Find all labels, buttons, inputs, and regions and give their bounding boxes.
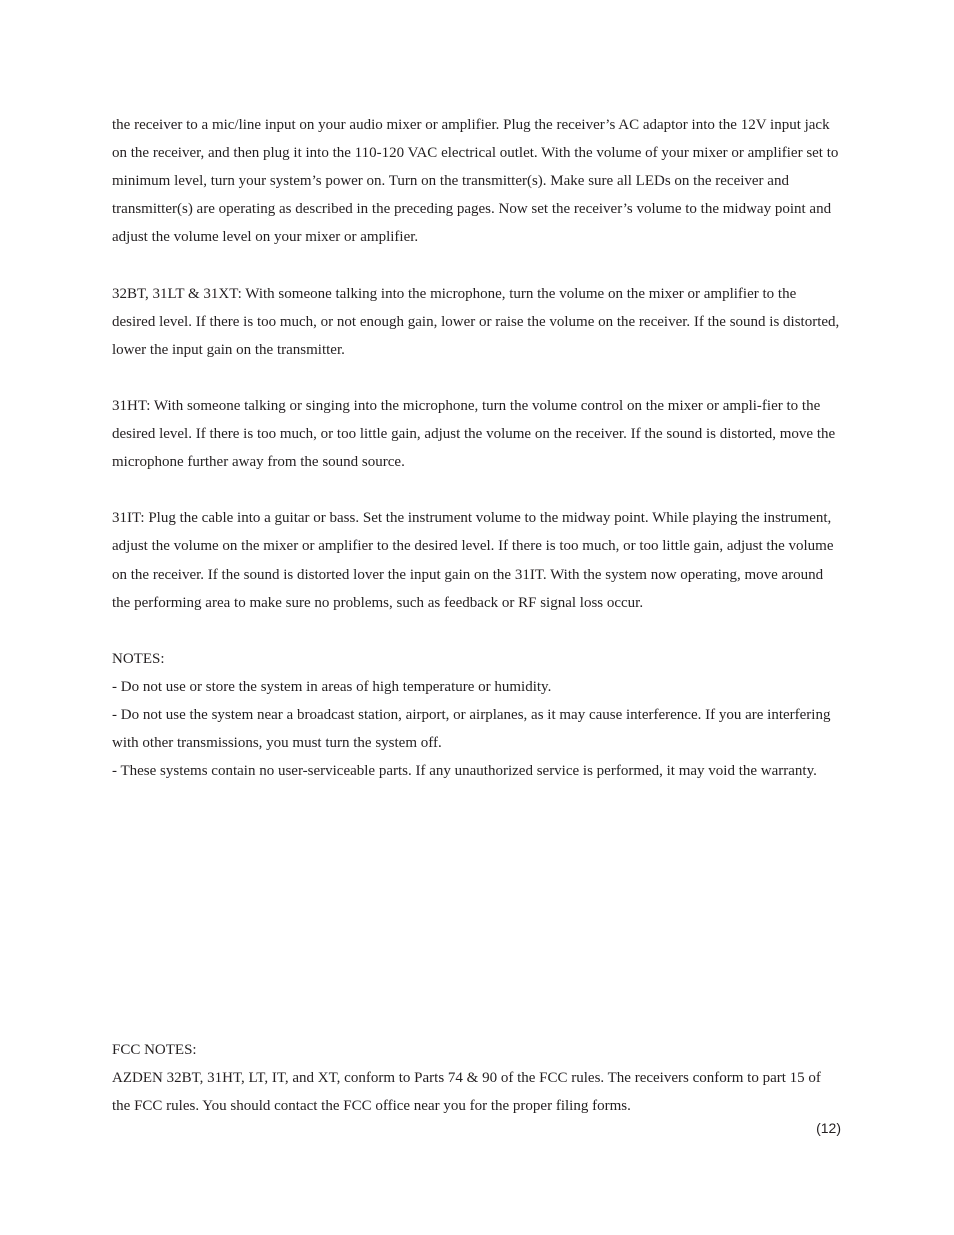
note-item-interference: - Do not use the system near a broadcast station, airport, or airplanes, as it may cause interference. If you are interfering with other transmissions, you must turn the system off. [112,706,831,752]
note-item-warranty: - These systems contain no user-serviceable parts. If any unauthorized service is performed, it may void the warranty. [112,763,817,780]
paragraph-31it: 31IT: Plug the cable into a guitar or bass. Set the instrument volume to the midway point. While playing the instrument, adjust the volume on the mixer or amplifier to the desired level. If there is too much, or too little gain, adjust the volume on the receiver. If the sound is distorted lover the input gain on the 31IT. With the system now operating, move around the performing area to make sure no problems, such as feedback or RF signal loss occur. [112,510,834,611]
page-number: (12) [816,1120,841,1136]
notes-heading: NOTES: [112,650,165,667]
fcc-notes-text: AZDEN 32BT, 31HT, LT, IT, and XT, conform to Parts 74 & 90 of the FCC rules. The receivers conform to part 15 of the FCC rules. You should contact the FCC office near you for the proper filing forms. [112,1070,821,1115]
paragraph-31ht: 31HT: With someone talking or singing into the microphone, turn the volume control on the mixer or ampli-fier to the desired level. If there is too much, or too little gain, adjust the volume on the receiver. If the sound is distorted, move the microphone further away from the sound source. [112,397,836,471]
note-item-temperature: - Do not use or store the system in areas of high temperature or humidity. [112,678,552,695]
notes-section [112,645,840,785]
fcc-notes-section [112,1036,840,1120]
setup-paragraph: the receiver to a mic/line input on your audio mixer or amplifier. Plug the receiver’s AC adaptor into the 12V input jack on the receiver, and then plug it into the 110-120 VAC electrical outlet. With the volume of your mixer or amplifier set to minimum level, turn your system’s power on. Turn on the transmitter(s). Make sure all LEDs on the receiver and transmitter(s) are operating as described in the preceding pages. Now set the receiver’s volume to the midway point and adjust the volume level on your mixer or amplifier. [112,117,839,246]
paragraph-32bt-31lt-31xt: 32BT, 31LT & 31XT: With someone talking into the microphone, turn the volume on the mixer or amplifier to the desired level. If there is too much, or not enough gain, lower or raise the volume on the receiver. If the sound is distorted, lower the input gain on the transmitter. [112,285,840,358]
fcc-notes-heading: FCC NOTES: [112,1042,197,1058]
document-body [112,111,840,785]
